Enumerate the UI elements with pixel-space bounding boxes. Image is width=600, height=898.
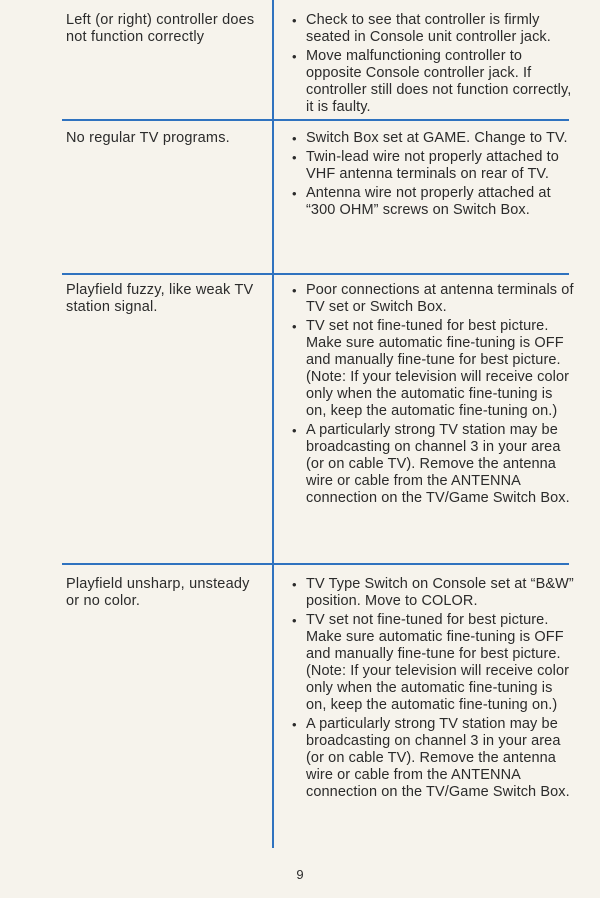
causes-fuzzy	[292, 282, 574, 509]
cause-item: • A particularly strong TV station may be broadcasting on channel 3 in your area (or on cable TV). Remove the antenna wire or cable from the ANTENNA connection on the TV/Game Switch Box.	[292, 716, 570, 800]
row-divider	[62, 563, 569, 565]
bullet-icon: •	[292, 186, 297, 201]
causes-no-tv	[292, 130, 574, 221]
causes-controller	[292, 12, 574, 118]
cause-item: • Antenna wire not properly attached at “300 OHM” screws on Switch Box.	[292, 185, 551, 218]
bullet-icon: •	[292, 319, 297, 334]
problem-no-tv: No regular TV programs.	[66, 130, 230, 146]
row-divider	[62, 273, 569, 275]
cause-item: • TV set not fine-tuned for best picture. Make sure automatic fine-tuning is OFF and manually fine-tune for best picture. (Note: If your television will receive color only when the automatic fine-tuning is on, keep the automatic fine-tuning on.)	[292, 318, 570, 419]
problem-unsharp: Playfield unsharp, unsteady or no color.	[66, 576, 250, 609]
cause-item: • TV Type Switch on Console set at “B&W” position. Move to COLOR.	[292, 576, 574, 609]
cause-item: • Check to see that controller is firmly seated in Console unit controller jack.	[292, 12, 551, 45]
cause-item: • TV set not fine-tuned for best picture. Make sure automatic fine-tuning is OFF and manually fine-tune for best picture. (Note: If your television will receive color only when the automatic fine-tuning is on, keep the automatic fine-tuning on.)	[292, 612, 570, 713]
bullet-icon: •	[292, 283, 297, 298]
cause-item: • Poor connections at antenna terminals of TV set or Switch Box.	[292, 282, 574, 315]
cause-item: • Twin-lead wire not properly attached to VHF antenna terminals on rear of TV.	[292, 149, 559, 182]
bullet-icon: •	[292, 150, 297, 165]
bullet-icon: •	[292, 13, 297, 28]
bullet-icon: •	[292, 613, 297, 628]
causes-unsharp	[292, 576, 574, 803]
problem-fuzzy: Playfield fuzzy, like weak TV station signal.	[66, 282, 254, 315]
bullet-icon: •	[292, 717, 297, 732]
cause-item: • Switch Box set at GAME. Change to TV.	[292, 130, 568, 146]
bullet-icon: •	[292, 423, 297, 438]
page-number: 9	[296, 867, 304, 882]
bullet-icon: •	[292, 577, 297, 592]
cause-item: • Move malfunctioning controller to opposite Console controller jack. If controller still does not function correctly, it is faulty.	[292, 48, 572, 115]
row-divider	[62, 119, 569, 121]
cause-item: • A particularly strong TV station may be broadcasting on channel 3 in your area (or on cable TV). Remove the antenna wire or cable from the ANTENNA connection on the TV/Game Switch Box.	[292, 422, 570, 506]
problem-controller: Left (or right) controller does not function correctly	[66, 12, 255, 45]
bullet-icon: •	[292, 131, 297, 146]
bullet-icon: •	[292, 49, 297, 64]
column-divider	[272, 0, 274, 848]
